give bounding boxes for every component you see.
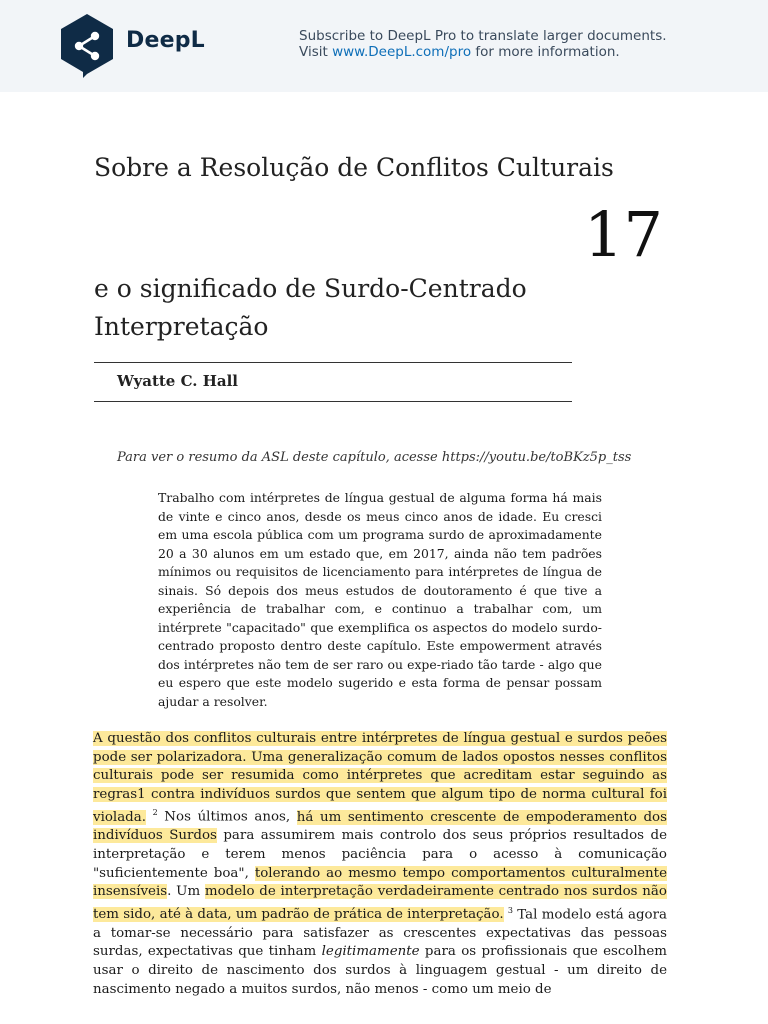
deepl-logo-icon[interactable] bbox=[57, 12, 117, 80]
chapter-title-line-2: e o significado de Surdo-Centrado bbox=[94, 274, 527, 303]
body-text-2a: Nos últimos anos, bbox=[157, 809, 297, 825]
highlight-sentence-1: A questão dos conflitos culturais entre intérpretes de língua gestual e surdos peões pode ser polarizadora. Uma generalização comum de lados opostos nesses conflitos culturais pode ser resumida como intérpretes que acreditam estar seguindo as regras1 contra indivíduos surdos que sentem que algum tipo de norma cultural foi violada. bbox=[93, 731, 667, 825]
chapter-author: Wyatte C. Hall bbox=[117, 372, 238, 390]
deepl-banner bbox=[0, 0, 768, 92]
promo-visit: Visit bbox=[299, 44, 333, 60]
highlight-sentence-2d: tolerando ao mesmo tempo comportamentos culturalmente insensíveis bbox=[93, 865, 667, 900]
highlight-sentence-3: modelo de interpretação verdadeiramente centrado nos surdos não tem sido, até à data, um padrão de prática de interpretação. bbox=[93, 884, 667, 923]
chapter-number: 17 bbox=[584, 198, 663, 271]
title-rule-top bbox=[94, 362, 572, 363]
promo-line-1: Subscribe to DeepL Pro to translate larger documents. bbox=[299, 28, 667, 44]
body-paragraph bbox=[93, 730, 667, 999]
body-text-2c: para assumirem mais controlo dos seus próprios resultados de interpretação e terem menos paciência para o acesso à comunicação "suficientemente boa", bbox=[93, 828, 667, 881]
body-text-2e: . Um bbox=[167, 884, 205, 900]
highlight-sentence-2: há um sentimento crescente de empoderamento dos indivíduos Surdos bbox=[93, 809, 667, 844]
body-text-4c: para os profissionais que escolhem usar o direito de nascimento dos surdos à linguagem gestual - um direito de nascimento negado a muitos surdos, não menos - como um meio de bbox=[93, 944, 668, 997]
chapter-title-line-1: Sobre a Resolução de Conflitos Culturais bbox=[94, 153, 614, 182]
opening-block-quote: Trabalho com intérpretes de língua gestual de alguma forma há mais de vinte e cinco anos, desde os meus cinco anos de idade. Eu cresci em uma escola pública com um programa surdo de aproximadamente 20 a 30 alunos em um estado que, em 2017, ainda não tem padrões mínimos ou requisitos de licenciamento para intérpretes de língua de sinais. Só depois dos meus estudos de doutoramento é que tive a experiência de trabalhar com, e continuo a trabalhar com, um intérprete "capacitado" que exemplifica os aspectos do modelo surdo-centrado proposto dentro deste capítulo. Este empowerment através dos intérpretes não tem de ser raro ou expe-riado tão tarde - algo que eu espero que este modelo sugerido e esta forma de pensar possam ajudar a resolver. bbox=[158, 490, 602, 709]
deepl-pro-link[interactable]: www.DeepL.com/pro bbox=[332, 44, 472, 60]
footnote-ref-2[interactable]: 2 bbox=[152, 808, 158, 818]
body-emphasis: legitimamente bbox=[321, 944, 420, 960]
title-rule-bottom bbox=[94, 401, 572, 402]
asl-summary-note: Para ver o resumo da ASL deste capítulo, acesse https://youtu.be/toBKz5p_tss bbox=[117, 450, 632, 465]
footnote-ref-3[interactable]: 3 bbox=[507, 905, 513, 915]
chapter-title-continued bbox=[94, 270, 594, 346]
chapter-title-line-3: Interpretação bbox=[94, 312, 269, 341]
promo-text bbox=[299, 28, 739, 60]
brand-name[interactable]: DeepL bbox=[126, 28, 205, 53]
body-text-4a: Tal modelo está agora a tomar-se necessário para satisfazer as crescentes expectativas das pessoas surdas, expectativas que tinham bbox=[93, 907, 667, 960]
promo-tail: for more information. bbox=[471, 44, 620, 60]
